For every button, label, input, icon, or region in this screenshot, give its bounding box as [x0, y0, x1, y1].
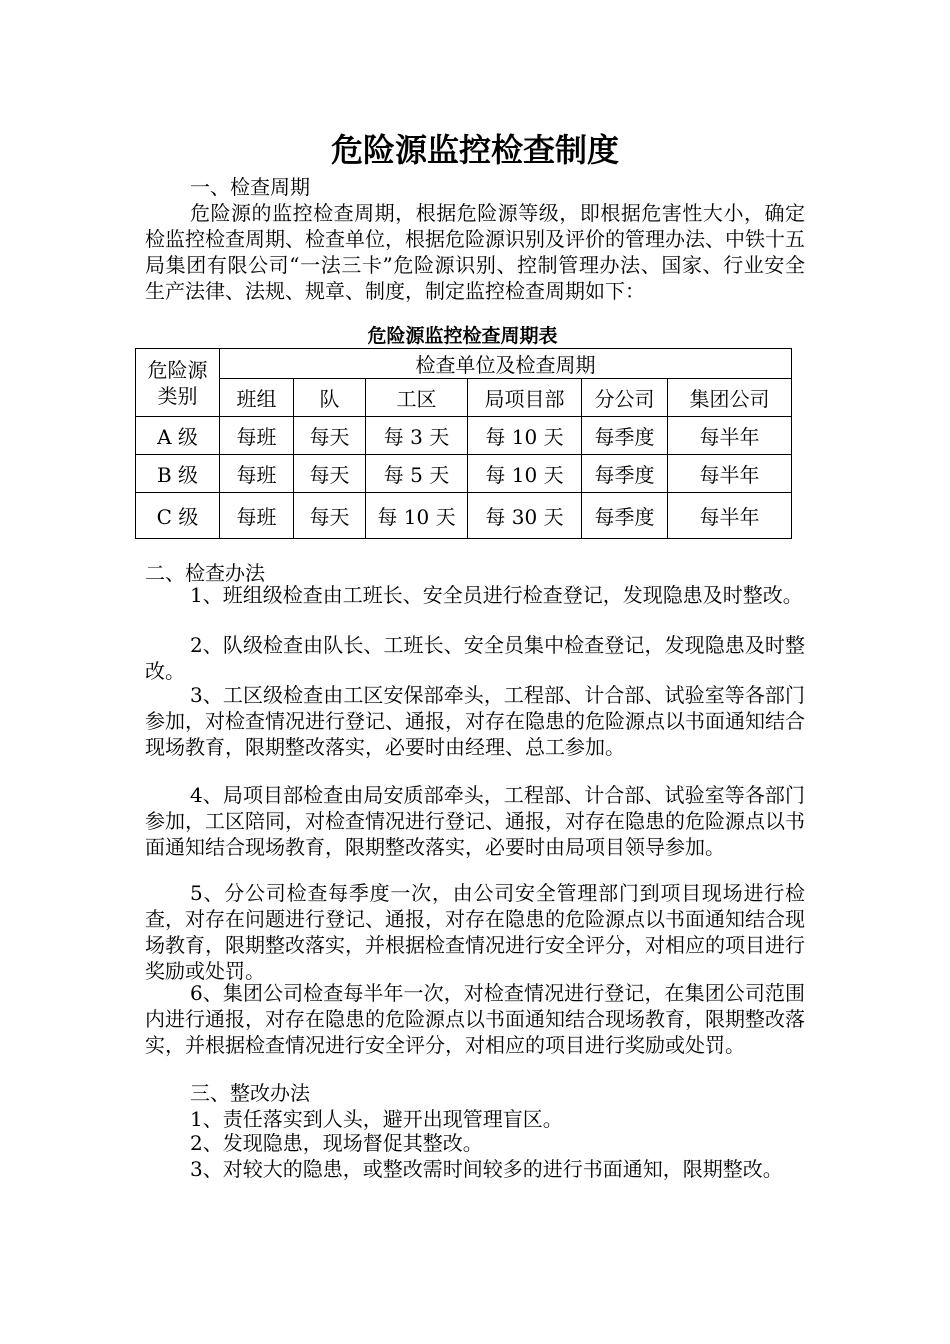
table-cell: 每 10 天: [366, 493, 468, 539]
section1-heading: 一、检查周期: [190, 175, 310, 199]
section3-item-2: 2、发现隐患，现场督促其整改。: [190, 1131, 483, 1155]
category-cell: B 级: [136, 455, 220, 493]
section2-item-2: 2、队级检查由队长、工班长、安全员集中检查登记，发现隐患及时整改。: [145, 633, 805, 683]
table-cell: 每班: [220, 455, 294, 493]
section3-item-3: 3、对较大的隐患，或整改需时间较多的进行书面通知，限期整改。: [190, 1157, 783, 1181]
group-header: 检查单位及检查周期: [220, 349, 792, 379]
column-header: 局项目部: [468, 379, 582, 417]
table-cell: 每天: [294, 493, 366, 539]
corner-header: [136, 349, 220, 417]
table-cell: 每班: [220, 417, 294, 455]
section2-item-3: 3、工区级检查由工区安保部牵头，工程部、计合部、试验室等各部门参加，对检查情况进行登记、通报，对存在隐患的危险源点以书面通知结合现场教育，限期整改落实，必要时由经理、总工参加。: [145, 683, 805, 759]
table-header-row: [136, 349, 792, 379]
column-header: 分公司: [582, 379, 668, 417]
table-cell: 每季度: [582, 493, 668, 539]
table-cell: 每天: [294, 455, 366, 493]
table-cell: 每季度: [582, 455, 668, 493]
table-cell: 每 3 天: [366, 417, 468, 455]
section3-item-1: 1、责任落实到人头，避开出现管理盲区。: [190, 1107, 563, 1131]
section3-heading: 三、整改办法: [190, 1081, 310, 1105]
document-title: 危险源监控检查制度: [330, 131, 619, 169]
table-cell: 每 30 天: [468, 493, 582, 539]
column-header: 集团公司: [668, 379, 792, 417]
inspection-cycle-table: [135, 348, 792, 539]
table-row: [136, 455, 792, 493]
table-cell: 每半年: [668, 417, 792, 455]
category-cell: C 级: [136, 493, 220, 539]
table-cell: 每天: [294, 417, 366, 455]
corner-header-line1: 危险源: [147, 357, 208, 382]
table-cell: 每季度: [582, 417, 668, 455]
column-header: 工区: [366, 379, 468, 417]
table-row: [136, 493, 792, 539]
section2-item-4: 4、局项目部检查由局安质部牵头，工程部、计合部、试验室等各部门参加，工区陪同，对检查情况进行登记、通报，对存在隐患的危险源点以书面通知结合现场教育，限期整改落实，必要时由局项目领导参加。: [145, 783, 805, 859]
category-cell: A 级: [136, 417, 220, 455]
table-cell: 每半年: [668, 455, 792, 493]
section1-paragraph: 危险源的监控检查周期，根据危险源等级，即根据危害性大小，确定检监控检查周期、检查单位，根据危险源识别及评价的管理办法、中铁十五局集团有限公司“一法三卡”危险源识别、控制管理办法、国家、行业安全生产法律、法规、规章、制度，制定监控检查周期如下：: [145, 201, 805, 303]
column-header: 队: [294, 379, 366, 417]
table-cell: 每 10 天: [468, 455, 582, 493]
table-cell: 每 5 天: [366, 455, 468, 493]
section2-item-1: 1、班组级检查由工班长、安全员进行检查登记，发现隐患及时整改。: [190, 583, 803, 607]
table-subheader-row: [136, 379, 792, 417]
column-header: 班组: [220, 379, 294, 417]
section2-item-6: 6、集团公司检查每半年一次，对检查情况进行登记，在集团公司范围内进行通报，对存在隐患的危险源点以书面通知结合现场教育，限期整改落实，并根据检查情况进行安全评分，对相应的项目进行奖励或处罚。: [145, 981, 805, 1057]
table-cell: 每班: [220, 493, 294, 539]
section2-heading: 二、检查办法: [145, 561, 265, 585]
section2-item-5: 5、分公司检查每季度一次，由公司安全管理部门到项目现场进行检查，对存在问题进行登记、通报，对存在隐患的危险源点以书面通知结合现场教育，限期整改落实，并根据检查情况进行安全评分，对相应的项目进行奖励或处罚。: [145, 881, 805, 983]
table-row: [136, 417, 792, 455]
table-caption: 危险源监控检查周期表: [367, 325, 558, 347]
corner-header-line2: 类别: [157, 383, 198, 408]
table-cell: 每半年: [668, 493, 792, 539]
table-cell: 每 10 天: [468, 417, 582, 455]
